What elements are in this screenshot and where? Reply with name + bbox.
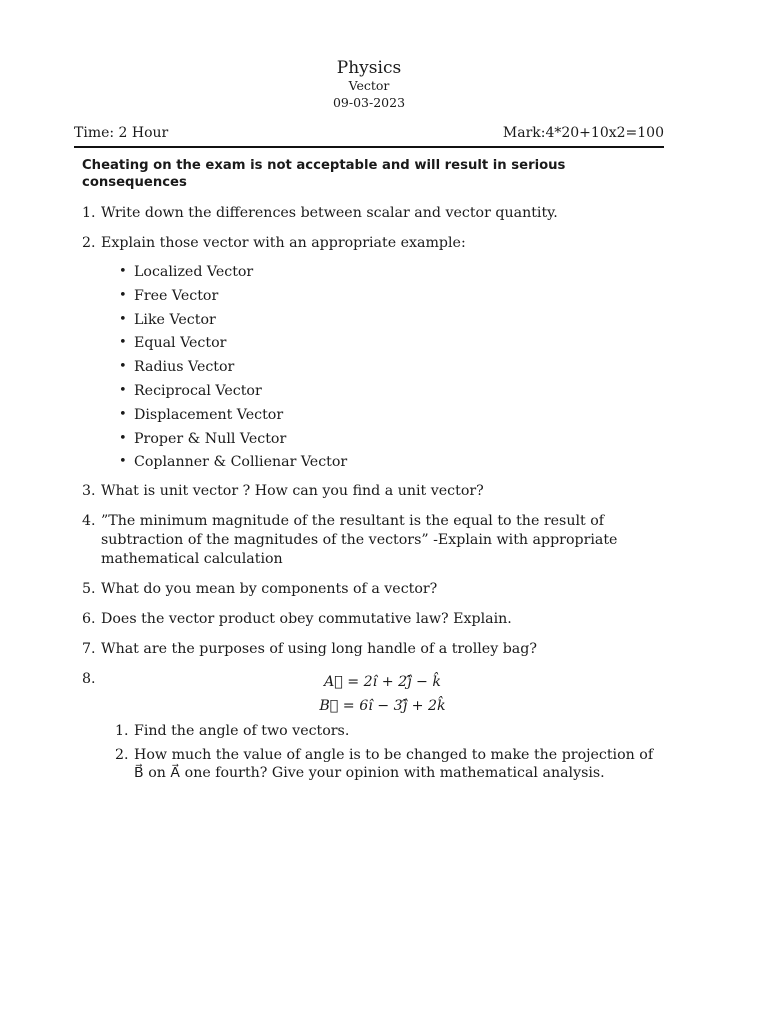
question-list [74, 204, 664, 782]
list-item: • Proper & Null Vector [101, 430, 664, 448]
question-item [74, 670, 664, 782]
exam-meta-row [74, 125, 664, 142]
question-item [74, 580, 664, 599]
exam-marks: Mark:4*20+10x2=100 [502, 125, 664, 141]
question-item [74, 610, 664, 629]
question-number: 1. [82, 205, 96, 221]
question-item [74, 204, 664, 223]
question-text: What is unit vector ? How can you find a unit vector? [101, 483, 484, 500]
exam-page [74, 58, 664, 793]
list-item: • Like Vector [101, 311, 664, 329]
cheating-warning: Cheating on the exam is not acceptable and will result in serious consequences [82, 158, 566, 190]
list-item: • Radius Vector [101, 358, 664, 376]
question-text: Explain those vector with an appropriate example: [101, 235, 466, 251]
question-item [74, 512, 664, 569]
sub-question-number: 2. [115, 747, 129, 764]
list-item: • Displacement Vector [101, 406, 664, 424]
exam-time: Time: 2 Hour [74, 125, 169, 141]
list-item: • Equal Vector [101, 334, 664, 352]
sub-question-number: 1. [115, 723, 129, 740]
sub-question-item [101, 746, 664, 782]
list-item: • Free Vector [101, 287, 664, 305]
exam-title: Physics [336, 58, 402, 78]
question-number: 2. [82, 235, 96, 251]
exam-subtitle: Vector [348, 78, 390, 93]
vector-equations [101, 670, 664, 718]
header-divider [74, 146, 664, 148]
sub-question-list [101, 722, 664, 782]
sub-question-text: How much the value of angle is to be changed to make the projection of B⃗ on A⃗ one fourth? Give your opinion with mathematical analysis. [134, 747, 654, 782]
question-text: What do you mean by components of a vector? [101, 581, 438, 598]
list-item: • Reciprocal Vector [101, 382, 664, 400]
question-item [74, 640, 664, 659]
vector-type-list [101, 263, 664, 471]
question-number: 6. [82, 611, 96, 628]
question-number: 4. [82, 513, 96, 530]
question-text: ”The minimum magnitude of the resultant is the equal to the result of subtraction of the magnitudes of the vectors” -Explain with appropriate mathematical calculation [101, 513, 618, 568]
question-text: What are the purposes of using long handle of a trolley bag? [101, 641, 537, 658]
question-item [74, 482, 664, 501]
list-item: • Coplanner & Collienar Vector [101, 453, 664, 471]
equation-a: A⃗ = 2î + 2ĵ̂ − k̂ [323, 674, 442, 691]
list-item: • Localized Vector [101, 263, 664, 281]
sub-question-text: Find the angle of two vectors. [134, 723, 350, 740]
question-text: Write down the differences between scalar and vector quantity. [101, 205, 558, 221]
sub-question-item [101, 722, 664, 740]
question-item [74, 234, 664, 471]
question-number: 5. [82, 581, 96, 598]
question-number: 7. [82, 641, 96, 658]
equation-b: B⃗ = 6î − 3ĵ̂ + 2k̂ [319, 698, 446, 715]
exam-date: 09-03-2023 [332, 95, 406, 110]
question-text: Does the vector product obey commutative law? Explain. [101, 611, 512, 628]
question-number: 3. [82, 483, 96, 500]
question-number: 8. [82, 671, 96, 688]
